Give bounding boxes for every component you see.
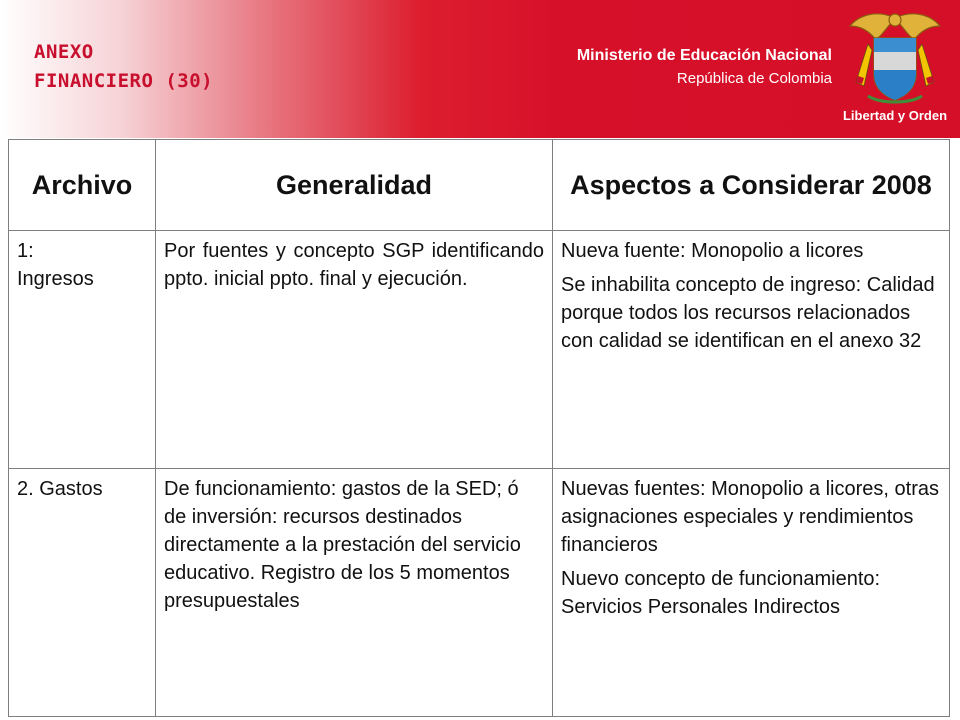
aspect-paragraph: Nuevas fuentes: Monopolio a licores, otras asignaciones especiales y rendimientos financieros bbox=[561, 478, 939, 556]
cell-archivo bbox=[9, 231, 156, 469]
cell-archivo-line: 1: bbox=[17, 240, 34, 262]
table-row bbox=[9, 231, 950, 469]
table-row bbox=[9, 469, 950, 717]
ministry-country: República de Colombia bbox=[676, 70, 832, 87]
slide-title bbox=[34, 38, 213, 96]
header-aspectos: Aspectos a Considerar 2008 bbox=[553, 140, 950, 231]
aspect-paragraph: Se inhabilita concepto de ingreso: Calidad porque todos los recursos relacionados con calidad se identifican en el anexo 32 bbox=[561, 274, 935, 352]
slide-title-line2: FINANCIERO (30) bbox=[34, 70, 214, 92]
header-generalidad: Generalidad bbox=[156, 140, 553, 231]
aspect-paragraph: Nuevo concepto de funcionamiento: Servicios Personales Indirectos bbox=[561, 568, 881, 618]
table-header-row bbox=[9, 140, 950, 231]
seal-motto: Libertad y Orden bbox=[842, 108, 948, 123]
aspect-paragraph: Nueva fuente: Monopolio a licores bbox=[561, 240, 864, 262]
cell-archivo-line: Ingresos bbox=[17, 268, 94, 290]
cell-generalidad: De funcionamiento: gastos de la SED; ó de inversión: recursos destinados directamente a la prestación del servicio educativo. Registro de los 5 momentos presupuestales bbox=[156, 469, 553, 717]
cell-aspectos bbox=[553, 469, 950, 717]
coat-of-arms-logo bbox=[838, 4, 952, 134]
cell-aspectos bbox=[553, 231, 950, 469]
slide-title-line1: ANEXO bbox=[34, 41, 94, 63]
ministry-block bbox=[577, 44, 832, 90]
header-archivo: Archivo bbox=[9, 140, 156, 231]
financial-annex-table bbox=[8, 139, 950, 717]
ministry-name: Ministerio de Educación Nacional bbox=[576, 47, 832, 64]
cell-archivo: 2. Gastos bbox=[9, 469, 156, 717]
cell-generalidad: Por fuentes y concepto SGP identificando ppto. inicial ppto. final y ejecución. bbox=[156, 231, 553, 469]
